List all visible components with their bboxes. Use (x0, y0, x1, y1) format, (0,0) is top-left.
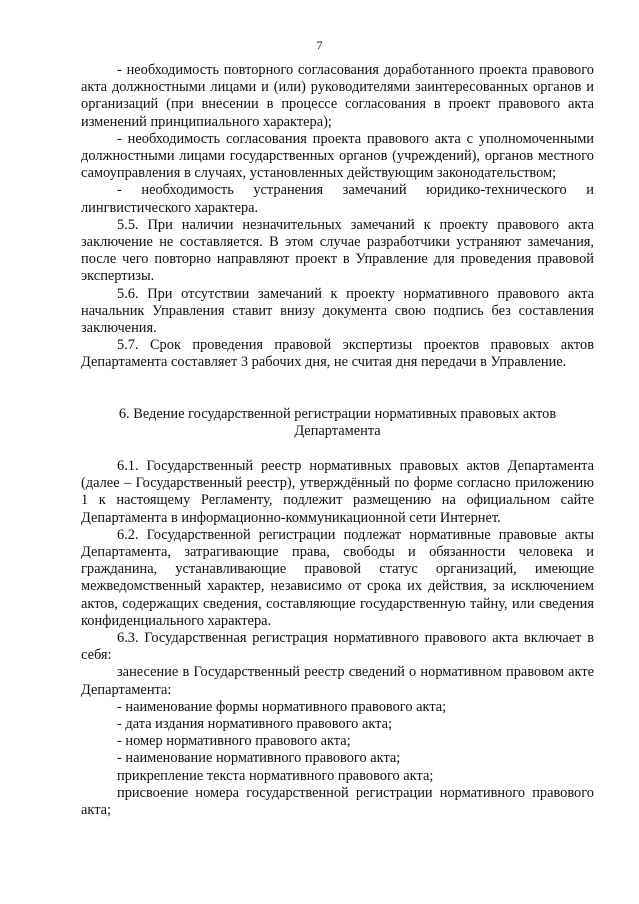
paragraph: 5.7. Срок проведения правовой экспертизы проектов правовых актов Департамента составляет 3 рабочих дня, не считая дня передачи в Управление. (81, 337, 594, 371)
list-item: - наименование формы нормативного правового акта; (117, 698, 447, 715)
list-item: - номер нормативного правового акта; (117, 733, 351, 750)
list-item: - наименование нормативного правового акта; (117, 750, 401, 767)
paragraph: прикрепление текста нормативного правового акта; (117, 767, 434, 784)
paragraph: 6.2. Государственной регистрации подлежат нормативные правовые акты Департамента, затрагивающие права, свободы и обязанности человека и гражданина, устанавливающие правовой статус организаций, имеющие межведомственный характер, независимо от срока их действия, за исключением актов, содержащих сведения, составляющие государственную тайну, или сведения конфиденциального характера. (81, 526, 594, 629)
paragraph: занесение в Государственный реестр сведений о нормативном правовом акте Департамента: (81, 664, 594, 698)
section-5-continuation (81, 62, 594, 372)
paragraph: присвоение номера государственной регистрации нормативного правового акта; (81, 784, 594, 819)
paragraph: - необходимость согласования проекта правового акта с уполномоченными должностными лицами государственных органов (учреждений), органов местного самоуправления в случаях, установленных действующим законодательством; (81, 130, 594, 182)
section-heading (81, 406, 594, 440)
page-number: 7 (316, 38, 323, 52)
section-heading-line: Департамента (294, 423, 381, 440)
list-item: - дата издания нормативного правового акта; (117, 716, 392, 733)
paragraph: - необходимость повторного согласования доработанного проекта правового акта должностными лицами и (или) руководителями заинтересованных органов и организаций (при внесении в процессе согласования в проект правового акта изменений принципиального характера); (81, 62, 594, 130)
section-heading-line: 6. Ведение государственной регистрации нормативных правовых актов (118, 406, 557, 422)
paragraph: - необходимость устранения замечаний юридико-технического и лингвистического характера. (81, 182, 594, 216)
paragraph: 5.6. При отсутствии замечаний к проекту нормативного правового акта начальник Управления ставит внизу документа свою подпись без составления заключения. (81, 285, 594, 337)
paragraph: 6.3. Государственная регистрация нормативного правового акта включает в себя: (81, 630, 594, 664)
paragraph: 6.1. Государственный реестр нормативных правовых актов Департамента (далее – Государственный реестр), утверждённый по форме согласно приложению 1 к настоящему Регламенту, подлежит размещению на официальном сайте Департамента в информационно-коммуникационной сети Интернет. (81, 458, 594, 526)
section-6-body (81, 458, 594, 819)
paragraph: 5.5. При наличии незначительных замечаний к проекту правового акта заключение не составляется. В этом случае разработчики устраняют замечания, после чего повторно направляют проект в Управление для проведения правовой экспертизы. (81, 216, 594, 285)
